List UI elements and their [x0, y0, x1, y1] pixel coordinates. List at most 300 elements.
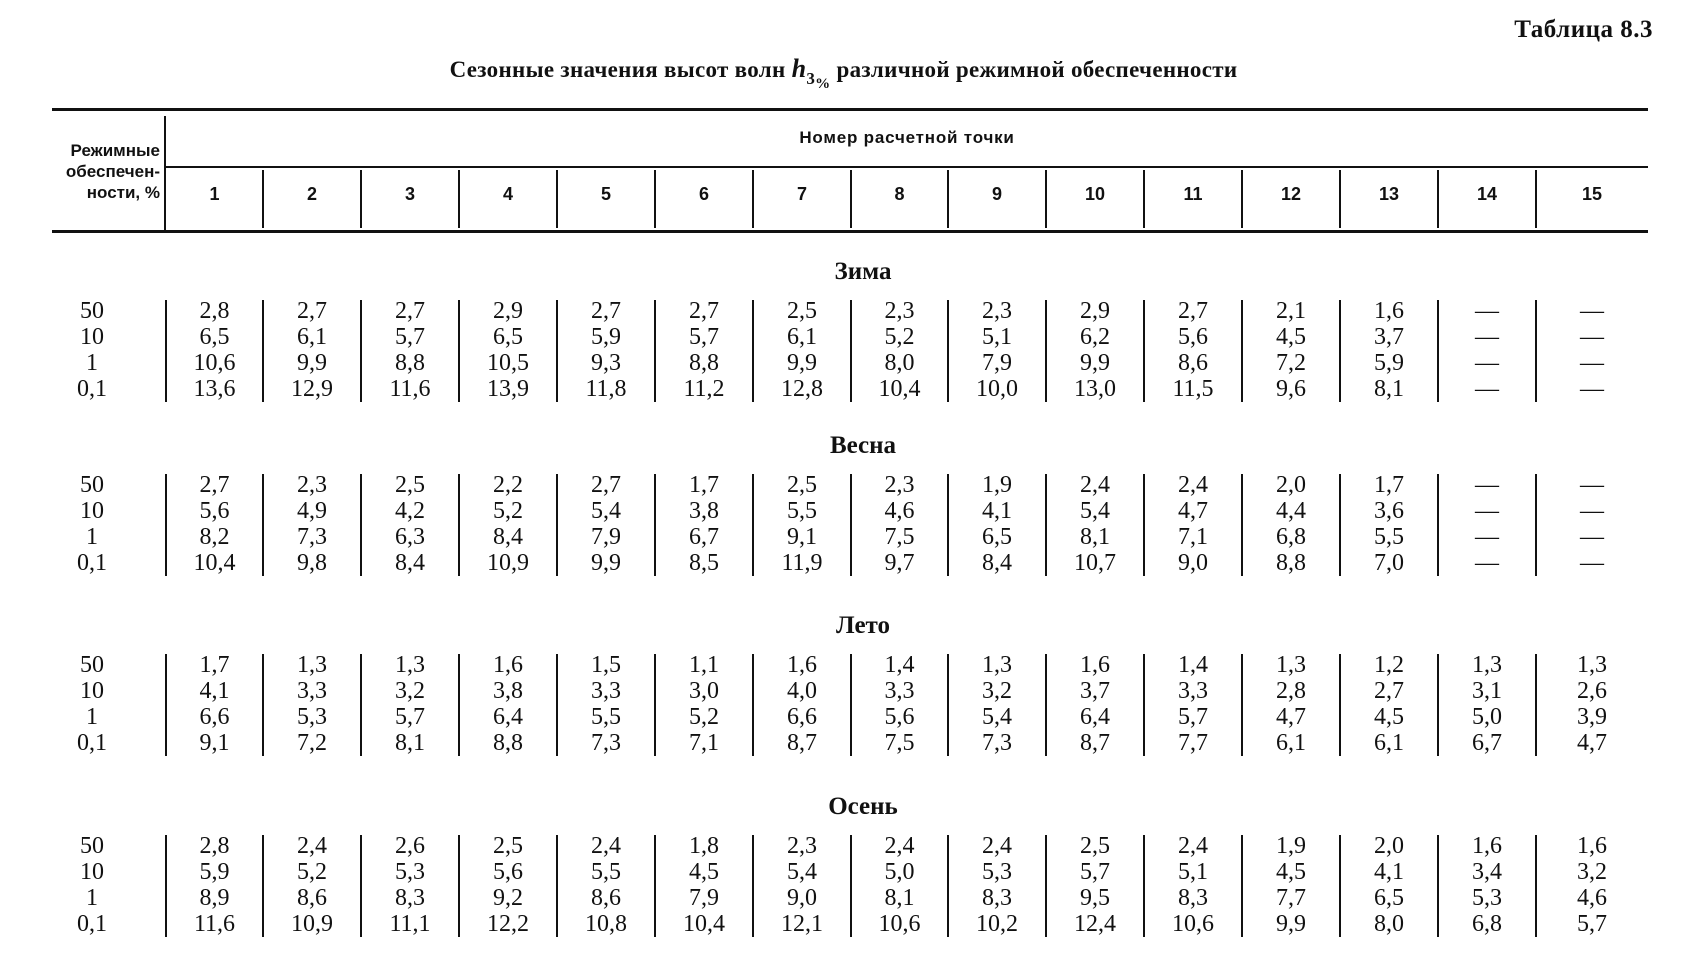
- table-cell: 9,0: [787, 885, 817, 911]
- table-cell: 1,3: [1472, 652, 1502, 678]
- table-cell: 6,3: [395, 524, 425, 550]
- table-cell: 8,3: [982, 885, 1012, 911]
- table-cell: 4,6: [884, 498, 915, 524]
- row-label: 1: [86, 350, 98, 376]
- table-cell: 6,1: [787, 324, 817, 350]
- column-group-label: Номер расчетной точки: [799, 128, 1015, 147]
- table-cell: 4,6: [1577, 885, 1607, 911]
- column-divider: [1241, 835, 1243, 937]
- table-cell: 2,4: [1080, 472, 1110, 498]
- table-cell: —: [1475, 376, 1499, 402]
- row-label: 1: [86, 704, 98, 730]
- table-cell: 2,5: [493, 833, 523, 859]
- column-divider: [556, 835, 558, 937]
- column-header-divider: [1535, 170, 1537, 228]
- column-divider: [752, 654, 754, 756]
- column-divider: [1437, 835, 1439, 937]
- table-cell: 1,1: [689, 652, 719, 678]
- table-cell: 6,1: [297, 324, 327, 350]
- table-cell: 10,6: [878, 911, 921, 937]
- season-heading: Лето: [835, 612, 890, 639]
- table-cell: 2,7: [1178, 298, 1208, 324]
- table-cell: 9,9: [1080, 350, 1110, 376]
- table-cell: 12,9: [291, 376, 333, 402]
- table-cell: 2,6: [1577, 678, 1607, 704]
- table-cell: 9,3: [591, 350, 621, 376]
- table-cell: 6,2: [1080, 324, 1110, 350]
- column-header: 4: [502, 184, 513, 204]
- table-cell: 2,5: [787, 472, 817, 498]
- column-divider: [262, 835, 264, 937]
- column-header: 13: [1378, 184, 1400, 204]
- column-divider: [1437, 474, 1439, 576]
- table-cell: 8,4: [982, 550, 1012, 576]
- column-divider: [1143, 300, 1145, 402]
- table-cell: 5,3: [1472, 885, 1502, 911]
- table-cell: 1,9: [982, 472, 1012, 498]
- table-cell: 5,6: [1178, 324, 1208, 350]
- table-cell: 8,1: [395, 730, 425, 756]
- table-cell: —: [1475, 324, 1499, 350]
- column-divider: [1241, 654, 1243, 756]
- table-cell: 6,4: [1080, 704, 1110, 730]
- table-cell: 5,3: [982, 859, 1012, 885]
- table-cell: 6,6: [199, 704, 230, 730]
- table-cell: 4,5: [1276, 324, 1306, 350]
- table-cell: 2,9: [493, 298, 523, 324]
- table-cell: 3,7: [1080, 678, 1110, 704]
- title-symbol: h: [791, 54, 807, 83]
- table-cell: 2,3: [884, 472, 915, 498]
- table-cell: 6,4: [493, 704, 523, 730]
- table-cell: 2,5: [787, 298, 817, 324]
- table-cell: 2,7: [1374, 678, 1404, 704]
- table-cell: 6,8: [1472, 911, 1502, 937]
- table-cell: 2,4: [1178, 833, 1208, 859]
- table-cell: 5,6: [199, 498, 230, 524]
- table-cell: 3,1: [1472, 678, 1502, 704]
- column-divider: [1241, 300, 1243, 402]
- table-cell: 8,1: [1374, 376, 1404, 402]
- header-bottom-rule: [52, 230, 1648, 233]
- group-rule: [166, 166, 1648, 168]
- table-cell: 9,1: [787, 524, 817, 550]
- column-header: 2: [306, 184, 317, 204]
- table-cell: 1,3: [1276, 652, 1306, 678]
- table-cell: 9,9: [297, 350, 327, 376]
- table-cell: 1,7: [199, 652, 230, 678]
- column-divider: [1535, 300, 1537, 402]
- column-divider: [654, 474, 656, 576]
- column-header: 8: [894, 184, 905, 204]
- column-divider: [1045, 654, 1047, 756]
- table-cell: —: [1580, 298, 1604, 324]
- table-cell: 6,8: [1276, 524, 1306, 550]
- column-divider: [1045, 300, 1047, 402]
- table-cell: 5,2: [297, 859, 327, 885]
- column-divider: [850, 474, 852, 576]
- table-cell: 4,1: [199, 678, 230, 704]
- table-cell: 5,9: [1374, 350, 1404, 376]
- column-divider: [654, 654, 656, 756]
- column-divider: [1143, 835, 1145, 937]
- column-divider: [752, 474, 754, 576]
- title-text-before: Сезонные значения высот волн: [449, 57, 792, 82]
- table-cell: 7,3: [982, 730, 1012, 756]
- table-cell: 6,7: [1472, 730, 1502, 756]
- table-cell: —: [1580, 472, 1604, 498]
- column-header: 1: [209, 184, 220, 204]
- row-label: 0,1: [77, 550, 107, 576]
- table-cell: 5,6: [493, 859, 523, 885]
- column-divider: [262, 300, 264, 402]
- table-cell: 4,7: [1178, 498, 1208, 524]
- table-cell: 6,1: [1276, 730, 1306, 756]
- table-cell: 4,5: [1374, 704, 1404, 730]
- column-divider: [654, 300, 656, 402]
- column-divider: [1535, 835, 1537, 937]
- table-cell: 10,9: [291, 911, 333, 937]
- table-cell: 3,3: [297, 678, 327, 704]
- table-cell: 8,8: [493, 730, 523, 756]
- table-cell: 2,8: [1276, 678, 1306, 704]
- season-heading: Зима: [834, 258, 892, 285]
- title-percent: %: [815, 76, 831, 92]
- table-cell: 8,0: [1374, 911, 1404, 937]
- column-divider: [458, 835, 460, 937]
- table-cell: 5,6: [884, 704, 915, 730]
- table-cell: 5,5: [1374, 524, 1404, 550]
- table-cell: 7,5: [884, 730, 915, 756]
- table-cell: 5,1: [982, 324, 1012, 350]
- table-cell: 1,2: [1374, 652, 1404, 678]
- table-cell: 3,2: [1577, 859, 1607, 885]
- table-cell: 1,3: [297, 652, 327, 678]
- table-cell: 7,9: [982, 350, 1012, 376]
- table-cell: 4,1: [982, 498, 1012, 524]
- table-cell: 6,1: [1374, 730, 1404, 756]
- table-cell: 8,5: [689, 550, 719, 576]
- table-cell: 1,8: [689, 833, 719, 859]
- table-title: [0, 54, 1687, 92]
- table-cell: —: [1580, 324, 1604, 350]
- table-cell: 10,9: [487, 550, 529, 576]
- table-cell: 1,3: [1577, 652, 1607, 678]
- table-cell: 3,7: [1374, 324, 1404, 350]
- table-cell: 5,9: [591, 324, 621, 350]
- table-cell: 9,9: [1276, 911, 1306, 937]
- table-cell: 1,9: [1276, 833, 1306, 859]
- table-cell: —: [1580, 376, 1604, 402]
- table-cell: 9,8: [297, 550, 327, 576]
- table-cell: 9,1: [199, 730, 230, 756]
- column-header: 11: [1183, 184, 1203, 204]
- table-cell: 8,4: [493, 524, 523, 550]
- column-header: 14: [1476, 184, 1498, 204]
- table-cell: 9,9: [591, 550, 621, 576]
- table-cell: 6,5: [493, 324, 523, 350]
- table-cell: 5,2: [493, 498, 523, 524]
- column-header-divider: [1241, 170, 1243, 228]
- table-cell: 7,2: [297, 730, 327, 756]
- column-header: 10: [1084, 184, 1106, 204]
- column-divider: [165, 835, 167, 937]
- row-label: 10: [80, 498, 104, 524]
- column-divider: [165, 474, 167, 576]
- table-cell: 11,5: [1172, 376, 1214, 402]
- column-header-divider: [947, 170, 949, 228]
- table-cell: 7,3: [591, 730, 621, 756]
- table-cell: 2,9: [1080, 298, 1110, 324]
- column-divider: [947, 835, 949, 937]
- table-cell: 8,8: [1276, 550, 1306, 576]
- table-cell: 7,9: [689, 885, 719, 911]
- column-divider: [165, 300, 167, 402]
- table-cell: 9,2: [493, 885, 523, 911]
- table-cell: 2,4: [591, 833, 621, 859]
- row-label: 50: [80, 298, 104, 324]
- table-cell: 1,6: [1374, 298, 1404, 324]
- table-cell: 12,1: [781, 911, 823, 937]
- table-cell: 8,8: [395, 350, 425, 376]
- table-cell: 1,4: [884, 652, 915, 678]
- table-cell: 1,3: [395, 652, 425, 678]
- column-divider: [1339, 835, 1341, 937]
- table-cell: 11,1: [389, 911, 431, 937]
- column-divider: [556, 654, 558, 756]
- table-cell: 2,4: [297, 833, 327, 859]
- table-cell: 4,7: [1577, 730, 1607, 756]
- column-header: 9: [991, 184, 1002, 204]
- table-cell: 2,4: [982, 833, 1012, 859]
- table-cell: 3,3: [1178, 678, 1208, 704]
- table-cell: 5,0: [884, 859, 915, 885]
- table-cell: 2,4: [1178, 472, 1208, 498]
- table-cell: 5,5: [591, 859, 621, 885]
- table-cell: 8,6: [1178, 350, 1208, 376]
- table-cell: 10,6: [193, 350, 236, 376]
- table-cell: 3,3: [884, 678, 915, 704]
- table-cell: 2,8: [199, 298, 230, 324]
- table-cell: 5,7: [395, 704, 425, 730]
- column-divider: [1339, 654, 1341, 756]
- column-header: 12: [1280, 184, 1302, 204]
- table-cell: 2,7: [297, 298, 327, 324]
- column-divider: [752, 835, 754, 937]
- table-cell: 8,9: [199, 885, 230, 911]
- table-cell: —: [1580, 350, 1604, 376]
- table-cell: 13,6: [193, 376, 236, 402]
- column-divider: [752, 300, 754, 402]
- table-cell: 1,3: [982, 652, 1012, 678]
- table-cell: 3,0: [689, 678, 719, 704]
- table-cell: 4,0: [787, 678, 817, 704]
- table-cell: 3,2: [395, 678, 425, 704]
- table-cell: 1,6: [1472, 833, 1502, 859]
- table-cell: —: [1475, 472, 1499, 498]
- table-cell: 10,8: [585, 911, 627, 937]
- column-divider: [947, 654, 949, 756]
- row-label: 10: [80, 324, 104, 350]
- table-cell: —: [1580, 498, 1604, 524]
- column-divider: [1339, 474, 1341, 576]
- table-cell: 2,6: [395, 833, 425, 859]
- column-header-divider: [654, 170, 656, 228]
- table-cell: 11,2: [683, 376, 725, 402]
- row-header-line: Режимные: [70, 141, 160, 160]
- table-cell: 1,6: [787, 652, 817, 678]
- table-cell: 8,0: [884, 350, 915, 376]
- table-cell: 10,0: [976, 376, 1018, 402]
- column-header-divider: [360, 170, 362, 228]
- table-cell: 12,2: [487, 911, 529, 937]
- column-header: 3: [404, 184, 415, 204]
- column-divider: [1045, 835, 1047, 937]
- column-divider: [360, 474, 362, 576]
- table-cell: 13,9: [487, 376, 529, 402]
- table-cell: —: [1475, 498, 1499, 524]
- table-cell: 3,6: [1374, 498, 1404, 524]
- table-cell: 3,4: [1472, 859, 1502, 885]
- table-cell: 13,0: [1074, 376, 1116, 402]
- row-label: 50: [80, 472, 104, 498]
- table-cell: 6,5: [1374, 885, 1404, 911]
- table-cell: 3,8: [689, 498, 719, 524]
- table-cell: 6,7: [689, 524, 719, 550]
- table-cell: 11,9: [781, 550, 823, 576]
- table-number: Таблица 8.3: [1514, 16, 1653, 43]
- table-cell: 4,5: [689, 859, 719, 885]
- table-cell: 2,7: [199, 472, 230, 498]
- column-header-divider: [556, 170, 558, 228]
- column-divider: [556, 474, 558, 576]
- table-cell: —: [1475, 550, 1499, 576]
- column-header-divider: [1045, 170, 1047, 228]
- column-divider: [165, 654, 167, 756]
- table-cell: 4,9: [297, 498, 327, 524]
- table-cell: 4,1: [1374, 859, 1404, 885]
- column-divider: [1045, 474, 1047, 576]
- table-cell: 8,6: [297, 885, 327, 911]
- table-cell: 2,3: [884, 298, 915, 324]
- table-cell: 5,7: [689, 324, 719, 350]
- table-cell: 11,8: [585, 376, 627, 402]
- column-header-divider: [752, 170, 754, 228]
- table-cell: 12,8: [781, 376, 823, 402]
- table-cell: 6,5: [982, 524, 1012, 550]
- column-divider: [1143, 474, 1145, 576]
- column-divider: [360, 300, 362, 402]
- column-divider: [262, 474, 264, 576]
- table-cell: 2,5: [1080, 833, 1110, 859]
- row-label: 50: [80, 652, 104, 678]
- table-cell: 5,4: [982, 704, 1012, 730]
- table-cell: 8,2: [199, 524, 230, 550]
- table-cell: 10,4: [683, 911, 725, 937]
- table-cell: 12,4: [1074, 911, 1116, 937]
- column-divider: [458, 654, 460, 756]
- table-cell: 1,6: [1080, 652, 1110, 678]
- column-divider: [360, 654, 362, 756]
- table-cell: 9,5: [1080, 885, 1110, 911]
- table-cell: 9,9: [787, 350, 817, 376]
- table-cell: 5,7: [395, 324, 425, 350]
- table-cell: 5,3: [395, 859, 425, 885]
- row-header-line: обеспечен-: [65, 162, 160, 181]
- table-cell: 2,4: [884, 833, 915, 859]
- column-divider: [360, 835, 362, 937]
- table-cell: 10,4: [193, 550, 236, 576]
- season-heading: Осень: [828, 793, 898, 820]
- table-cell: 7,5: [884, 524, 915, 550]
- table-cell: 2,3: [982, 298, 1012, 324]
- column-divider: [262, 654, 264, 756]
- row-label: 10: [80, 678, 104, 704]
- table-cell: 11,6: [193, 911, 236, 937]
- column-divider: [1535, 474, 1537, 576]
- title-text-after: различной режимной обеспеченности: [830, 57, 1238, 82]
- table-cell: 3,8: [493, 678, 523, 704]
- table-cell: 4,7: [1276, 704, 1306, 730]
- column-header: 5: [600, 184, 611, 204]
- column-divider: [1143, 654, 1145, 756]
- table-cell: 7,1: [1178, 524, 1208, 550]
- row-label: 1: [86, 885, 98, 911]
- table-cell: 5,4: [787, 859, 817, 885]
- table-cell: 1,4: [1178, 652, 1208, 678]
- table-cell: 8,1: [884, 885, 915, 911]
- row-label: 50: [80, 833, 104, 859]
- column-header-divider: [262, 170, 264, 228]
- table-cell: 2,0: [1374, 833, 1404, 859]
- table-cell: 2,3: [297, 472, 327, 498]
- table-cell: 2,7: [689, 298, 719, 324]
- table-cell: 8,7: [1080, 730, 1110, 756]
- column-divider: [556, 300, 558, 402]
- table-cell: 2,7: [591, 298, 621, 324]
- table-cell: 1,7: [689, 472, 719, 498]
- table-cell: 5,7: [1577, 911, 1607, 937]
- table-cell: 10,7: [1074, 550, 1116, 576]
- table-cell: 4,4: [1276, 498, 1306, 524]
- table-cell: 3,2: [982, 678, 1012, 704]
- row-label: 10: [80, 859, 104, 885]
- table-cell: 9,7: [884, 550, 915, 576]
- column-divider: [1339, 300, 1341, 402]
- column-divider: [947, 474, 949, 576]
- table-cell: 7,9: [591, 524, 621, 550]
- column-divider: [1241, 474, 1243, 576]
- column-divider: [654, 835, 656, 937]
- table-cell: 10,5: [487, 350, 529, 376]
- table-cell: 5,9: [199, 859, 230, 885]
- table-cell: 8,3: [395, 885, 425, 911]
- table-cell: 2,0: [1276, 472, 1306, 498]
- table-cell: 5,4: [591, 498, 621, 524]
- table-cell: 7,2: [1276, 350, 1306, 376]
- table-cell: 2,1: [1276, 298, 1306, 324]
- table-cell: 5,3: [297, 704, 327, 730]
- column-divider: [1437, 300, 1439, 402]
- table-cell: 7,0: [1374, 550, 1404, 576]
- table-cell: 2,7: [395, 298, 425, 324]
- row-label: 0,1: [77, 376, 107, 402]
- row-label: 0,1: [77, 911, 107, 937]
- column-header-divider: [1143, 170, 1145, 228]
- column-header: 7: [796, 184, 807, 204]
- table-cell: —: [1580, 550, 1604, 576]
- table-cell: 2,2: [493, 472, 523, 498]
